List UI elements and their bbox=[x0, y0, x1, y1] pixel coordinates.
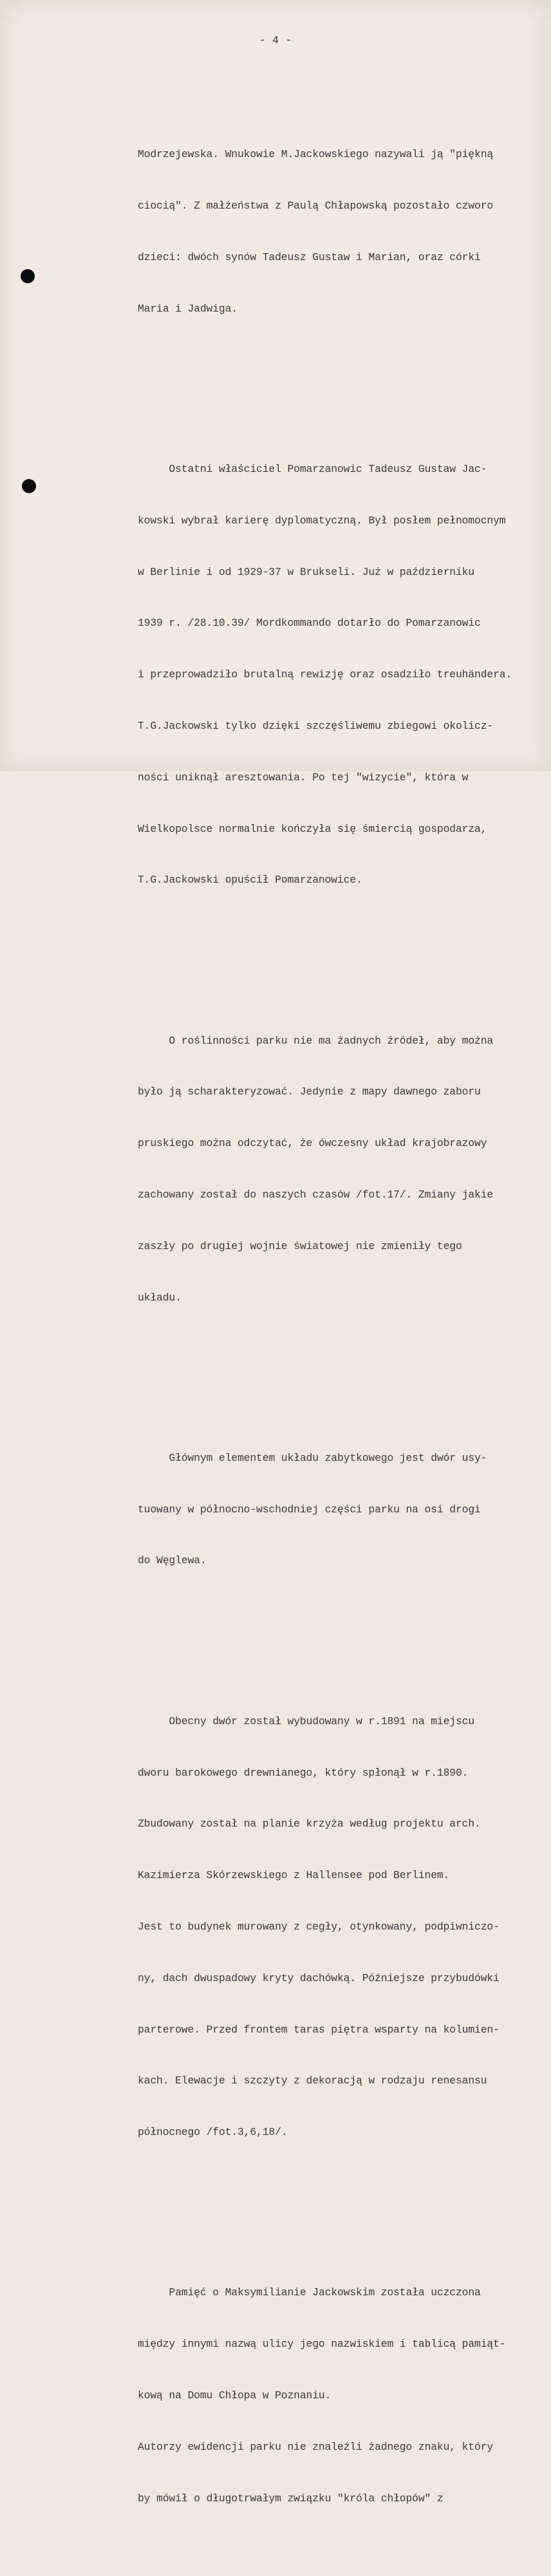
paragraph bbox=[138, 1416, 543, 1604]
text-line: kowski wybrał karierę dyplomatyczną. Był posłem pełnomocnym bbox=[138, 514, 506, 527]
text-line: Kazimierza Skórzewskiego z Hallensee pod Berlinem. bbox=[138, 1869, 450, 1882]
paragraph bbox=[138, 2250, 543, 2541]
text-line: by mówił o długotrwałym związku "króla chłopów" z bbox=[138, 2492, 444, 2505]
text-line: północnego /fot.3,6,18/. bbox=[138, 2126, 288, 2139]
text-line: tuowany w północno-wschodniej części parku na osi drogi bbox=[138, 1503, 481, 1516]
text-line: 1939 r. /28.10.39/ Mordkommando dotarło do Pomarzanowic bbox=[138, 617, 481, 630]
paragraph bbox=[138, 1679, 543, 2176]
text-line: dzieci: dwóch synów Tadeusz Gustaw i Marian, oraz córki bbox=[138, 250, 481, 263]
text-line: kową na Domu Chłopa w Poznaniu. bbox=[138, 2389, 332, 2402]
text-line: Wielkopolsce normalnie kończyła się śmiercią gospodarza, bbox=[138, 822, 487, 835]
text-line: O roślinności parku nie ma żadnych źródeł, aby można bbox=[138, 1034, 494, 1047]
text-line: Pamięć o Maksymilianie Jackowskim została uczczona bbox=[138, 2286, 481, 2299]
text-line: Maria i Jadwiga. bbox=[138, 302, 238, 315]
text-line: ności uniknął aresztowania. Po tej "wizycie", która w bbox=[138, 771, 469, 784]
text-line: do Węglewa. bbox=[138, 1554, 207, 1567]
text-line: kach. Elewacje i szczyty z dekoracją w rodzaju renesansu bbox=[138, 2074, 487, 2087]
text-line: Ostatni właściciel Pomarzanowic Tadeusz Gustaw Jac- bbox=[138, 463, 487, 476]
text-line: i przeprowadziło brutalną rewizję oraz osadziło treuhändera. bbox=[138, 668, 512, 681]
text-line: Jest to budynek murowany z cegły, otynkowany, podpiwniczo- bbox=[138, 1920, 500, 1933]
text-line: ciocią". Z małżeństwa z Paulą Chłapowską pozostało czworo bbox=[138, 200, 494, 212]
text-line: zaszły po drugiej wojnie światowej nie zmieniły tego bbox=[138, 1239, 462, 1252]
page-number: - 4 - bbox=[259, 35, 292, 47]
text-line: Modrzejewska. Wnukowie M.Jackowskiego nazywali ją "piękną bbox=[138, 148, 494, 161]
text-line: między innymi nazwą ulicy jego nazwiskiem i tablicą pamiąt- bbox=[138, 2338, 506, 2351]
paragraph bbox=[138, 427, 543, 923]
text-line: parterowe. Przed frontem taras piętra wsparty na kolumien- bbox=[138, 2023, 500, 2036]
text-line: Autorzy ewidencji parku nie znaleźli żadnego znaku, który bbox=[138, 2440, 494, 2453]
text-line: Obecny dwór został wybudowany w r.1891 na miejscu bbox=[138, 1715, 475, 1727]
text-line: ny, dach dwuspadowy kryty dachówką. Późniejsze przybudówki bbox=[138, 1971, 500, 1984]
text-line: T.G.Jackowski tylko dzięki szczęśliwemu zbiegowi okolicz- bbox=[138, 719, 494, 732]
text-line: w Berlinie i od 1929-37 w Brukseli. Już w październiku bbox=[138, 565, 475, 578]
paragraph bbox=[138, 112, 543, 352]
text-line: było ją scharakteryzować. Jedynie z mapy dawnego zaboru bbox=[138, 1086, 481, 1098]
text-line: Głównym elementem układu zabytkowego jest dwór usy- bbox=[138, 1451, 487, 1464]
text-line: T.G.Jackowski opuścił Pomarzanowice. bbox=[138, 874, 362, 887]
text-line: dworu barokowego drewnianego, który spłonął w r.1890. bbox=[138, 1766, 469, 1779]
punch-hole bbox=[22, 479, 36, 493]
punch-hole bbox=[21, 269, 35, 283]
text-line: Zbudowany został na planie krzyża według projektu arch. bbox=[138, 1818, 481, 1830]
text-line: pruskiego można odczytać, że ówczesny układ krajobrazowy bbox=[138, 1137, 487, 1150]
text-line: zachowany został do naszych czasów /fot.17/. Zmiany jakie bbox=[138, 1189, 494, 1201]
document-body bbox=[138, 78, 543, 2576]
text-line: układu. bbox=[138, 1291, 182, 1304]
paragraph bbox=[138, 998, 543, 1340]
